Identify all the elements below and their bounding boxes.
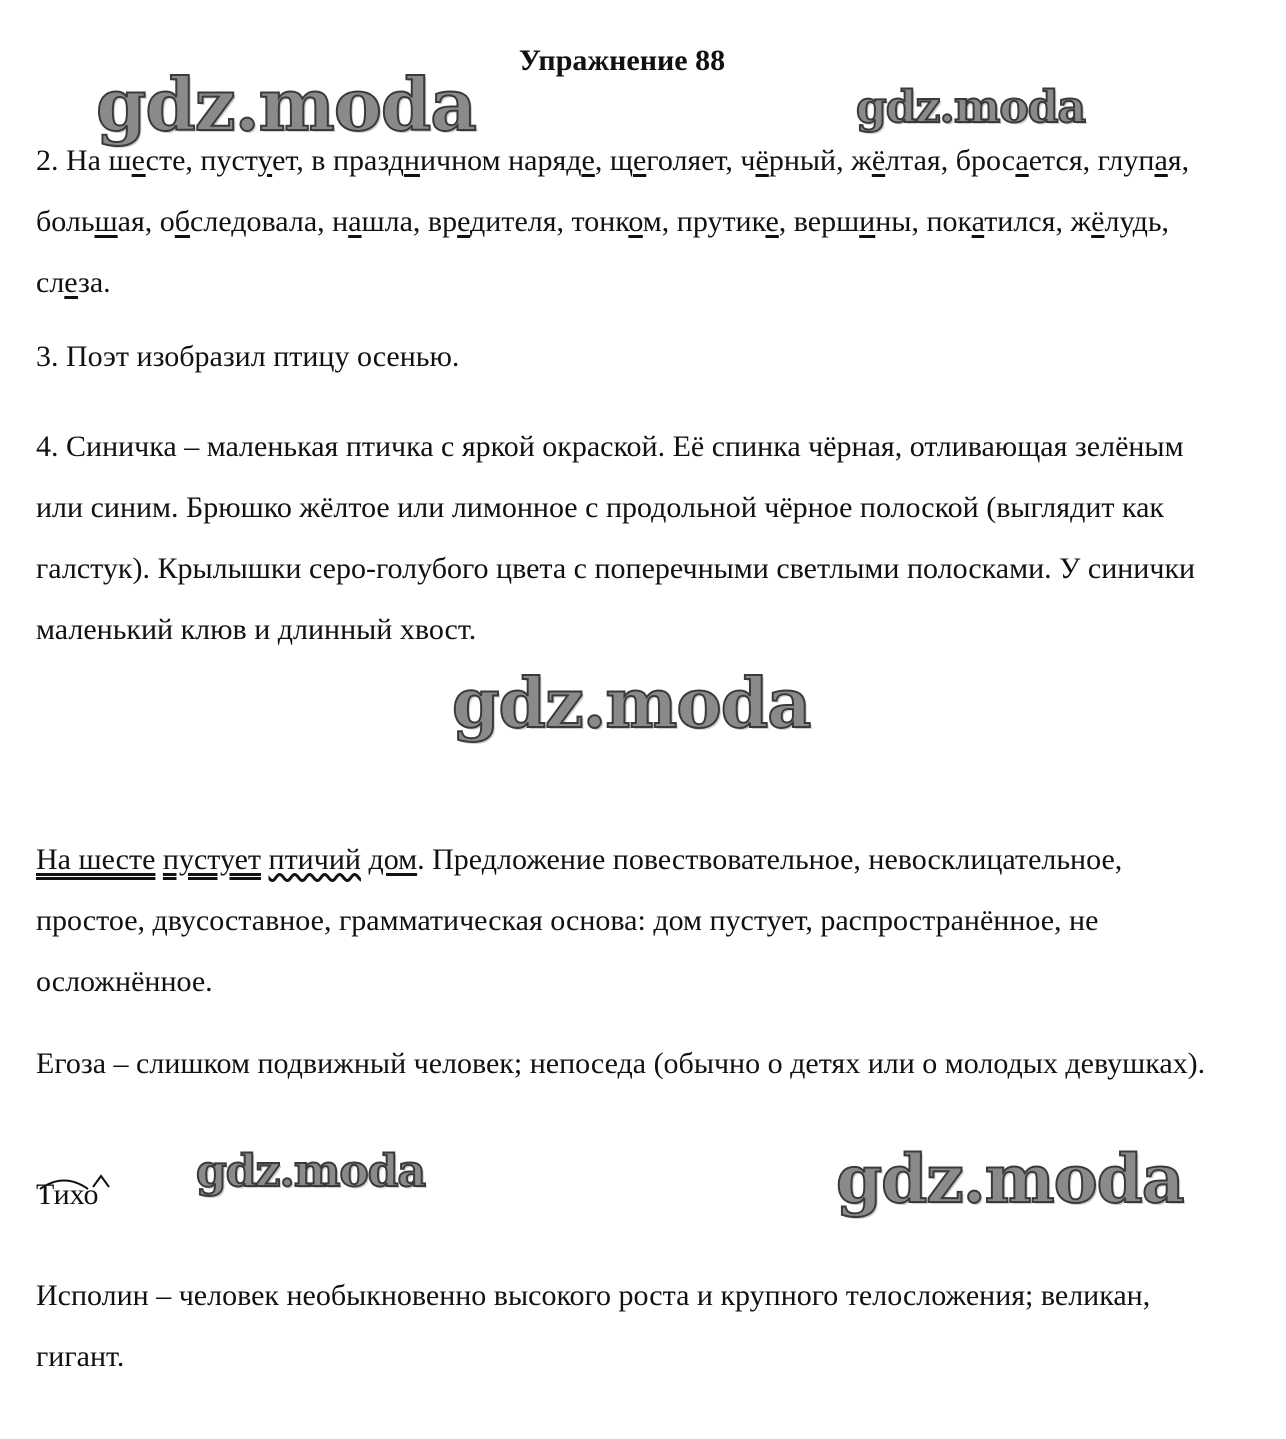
root-arc-icon <box>38 1176 90 1190</box>
orthogram-word: слеза. <box>36 266 111 299</box>
orthogram-word: чёрный, <box>740 144 844 177</box>
orthogram-letter: а <box>971 205 985 238</box>
orthogram-letter: е <box>581 144 595 177</box>
orthogram-word: щеголяет, <box>609 144 733 177</box>
morpheme-word: Тихо <box>36 1178 99 1211</box>
analysis-description: . Предложение повествовательное, невосклицательное, простое, двусоставное, грамматическая основа: дом пустует, распространённое, не осложнённое. <box>36 843 1123 998</box>
orthogram-word: тонком, <box>571 205 670 238</box>
orthogram-word: На шесте, <box>66 144 193 177</box>
analysis-attribute: птичий <box>268 843 361 876</box>
orthogram-letter: и <box>859 205 876 238</box>
analysis-circumstance: На шесте <box>36 843 156 876</box>
orthogram-word: в праздничном <box>311 144 501 177</box>
orthogram-letter: е <box>131 144 146 177</box>
analysis-subject: дом <box>368 843 418 876</box>
orthogram-word: вредителя, <box>427 205 565 238</box>
task-4-paragraph: 4. Синичка – маленькая птичка с яркой окраской. Её спинка чёрная, отливающая зелёным или синим. Брюшко жёлтое или лимонное с продольной чёрное полоской (выглядит как галстук). Крылышки серо-голубого цвета с поперечными светлыми полосками. У синички маленький клюв и длинный хвост. <box>36 430 1196 646</box>
orthogram-letter: б <box>174 205 191 238</box>
orthogram-letter: е <box>632 144 647 177</box>
orthogram-word: пустует, <box>200 144 304 177</box>
orthogram-word: жёлудь, <box>1070 205 1170 238</box>
watermark: gdz.moda <box>836 1140 1184 1218</box>
task-2-words <box>36 144 1189 299</box>
orthogram-word: бросается, <box>955 144 1091 177</box>
analysis-predicate: пустует <box>162 843 262 876</box>
watermark: gdz.moda <box>96 62 476 147</box>
orthogram-letter: ё <box>871 144 886 177</box>
orthogram-word: нашла, <box>332 205 421 238</box>
watermark: gdz.moda <box>452 664 811 744</box>
egoza-definition: Егоза – слишком подвижный человек; непоседа (обычно о детях или о молодых девушках). <box>36 1047 1206 1080</box>
task-2-paragraph <box>36 130 1226 313</box>
ispolin-definition: Исполин – человек необыкновенно высокого роста и крупного телосложения; великан, гигант. <box>36 1279 1151 1373</box>
morpheme-analysis <box>36 1178 99 1212</box>
orthogram-word: обследовала, <box>159 205 325 238</box>
orthogram-word: большая, <box>36 205 153 238</box>
orthogram-word: покатился, <box>926 205 1063 238</box>
watermark: gdz.moda <box>196 1146 426 1197</box>
orthogram-letter: е <box>64 266 78 299</box>
orthogram-word: прутике, <box>676 205 787 238</box>
orthogram-word: глупая, <box>1097 144 1190 177</box>
exercise-title: Упражнение 88 <box>518 44 726 77</box>
task-3-paragraph: 3. Поэт изобразил птицу осенью. <box>36 340 460 373</box>
orthogram-letter: а <box>1154 144 1168 177</box>
orthogram-letter: е <box>765 205 779 238</box>
task-2-number: 2. <box>36 144 59 177</box>
orthogram-word: жёлтая, <box>851 144 949 177</box>
orthogram-letter: о <box>628 205 643 238</box>
orthogram-letter: у <box>257 144 273 177</box>
suffix-hat-icon <box>91 1174 111 1188</box>
orthogram-word: вершины, <box>793 205 919 238</box>
orthogram-letter: н <box>403 144 420 177</box>
sentence-analysis <box>36 829 1226 1012</box>
watermark: gdz.moda <box>856 82 1086 133</box>
orthogram-letter: а <box>1015 144 1029 177</box>
orthogram-letter: ё <box>1091 205 1105 238</box>
orthogram-word: наряде, <box>508 144 603 177</box>
orthogram-letter: ш <box>94 205 118 238</box>
orthogram-letter: а <box>348 205 362 238</box>
orthogram-letter: ё <box>755 144 769 177</box>
orthogram-letter: е <box>457 205 471 238</box>
